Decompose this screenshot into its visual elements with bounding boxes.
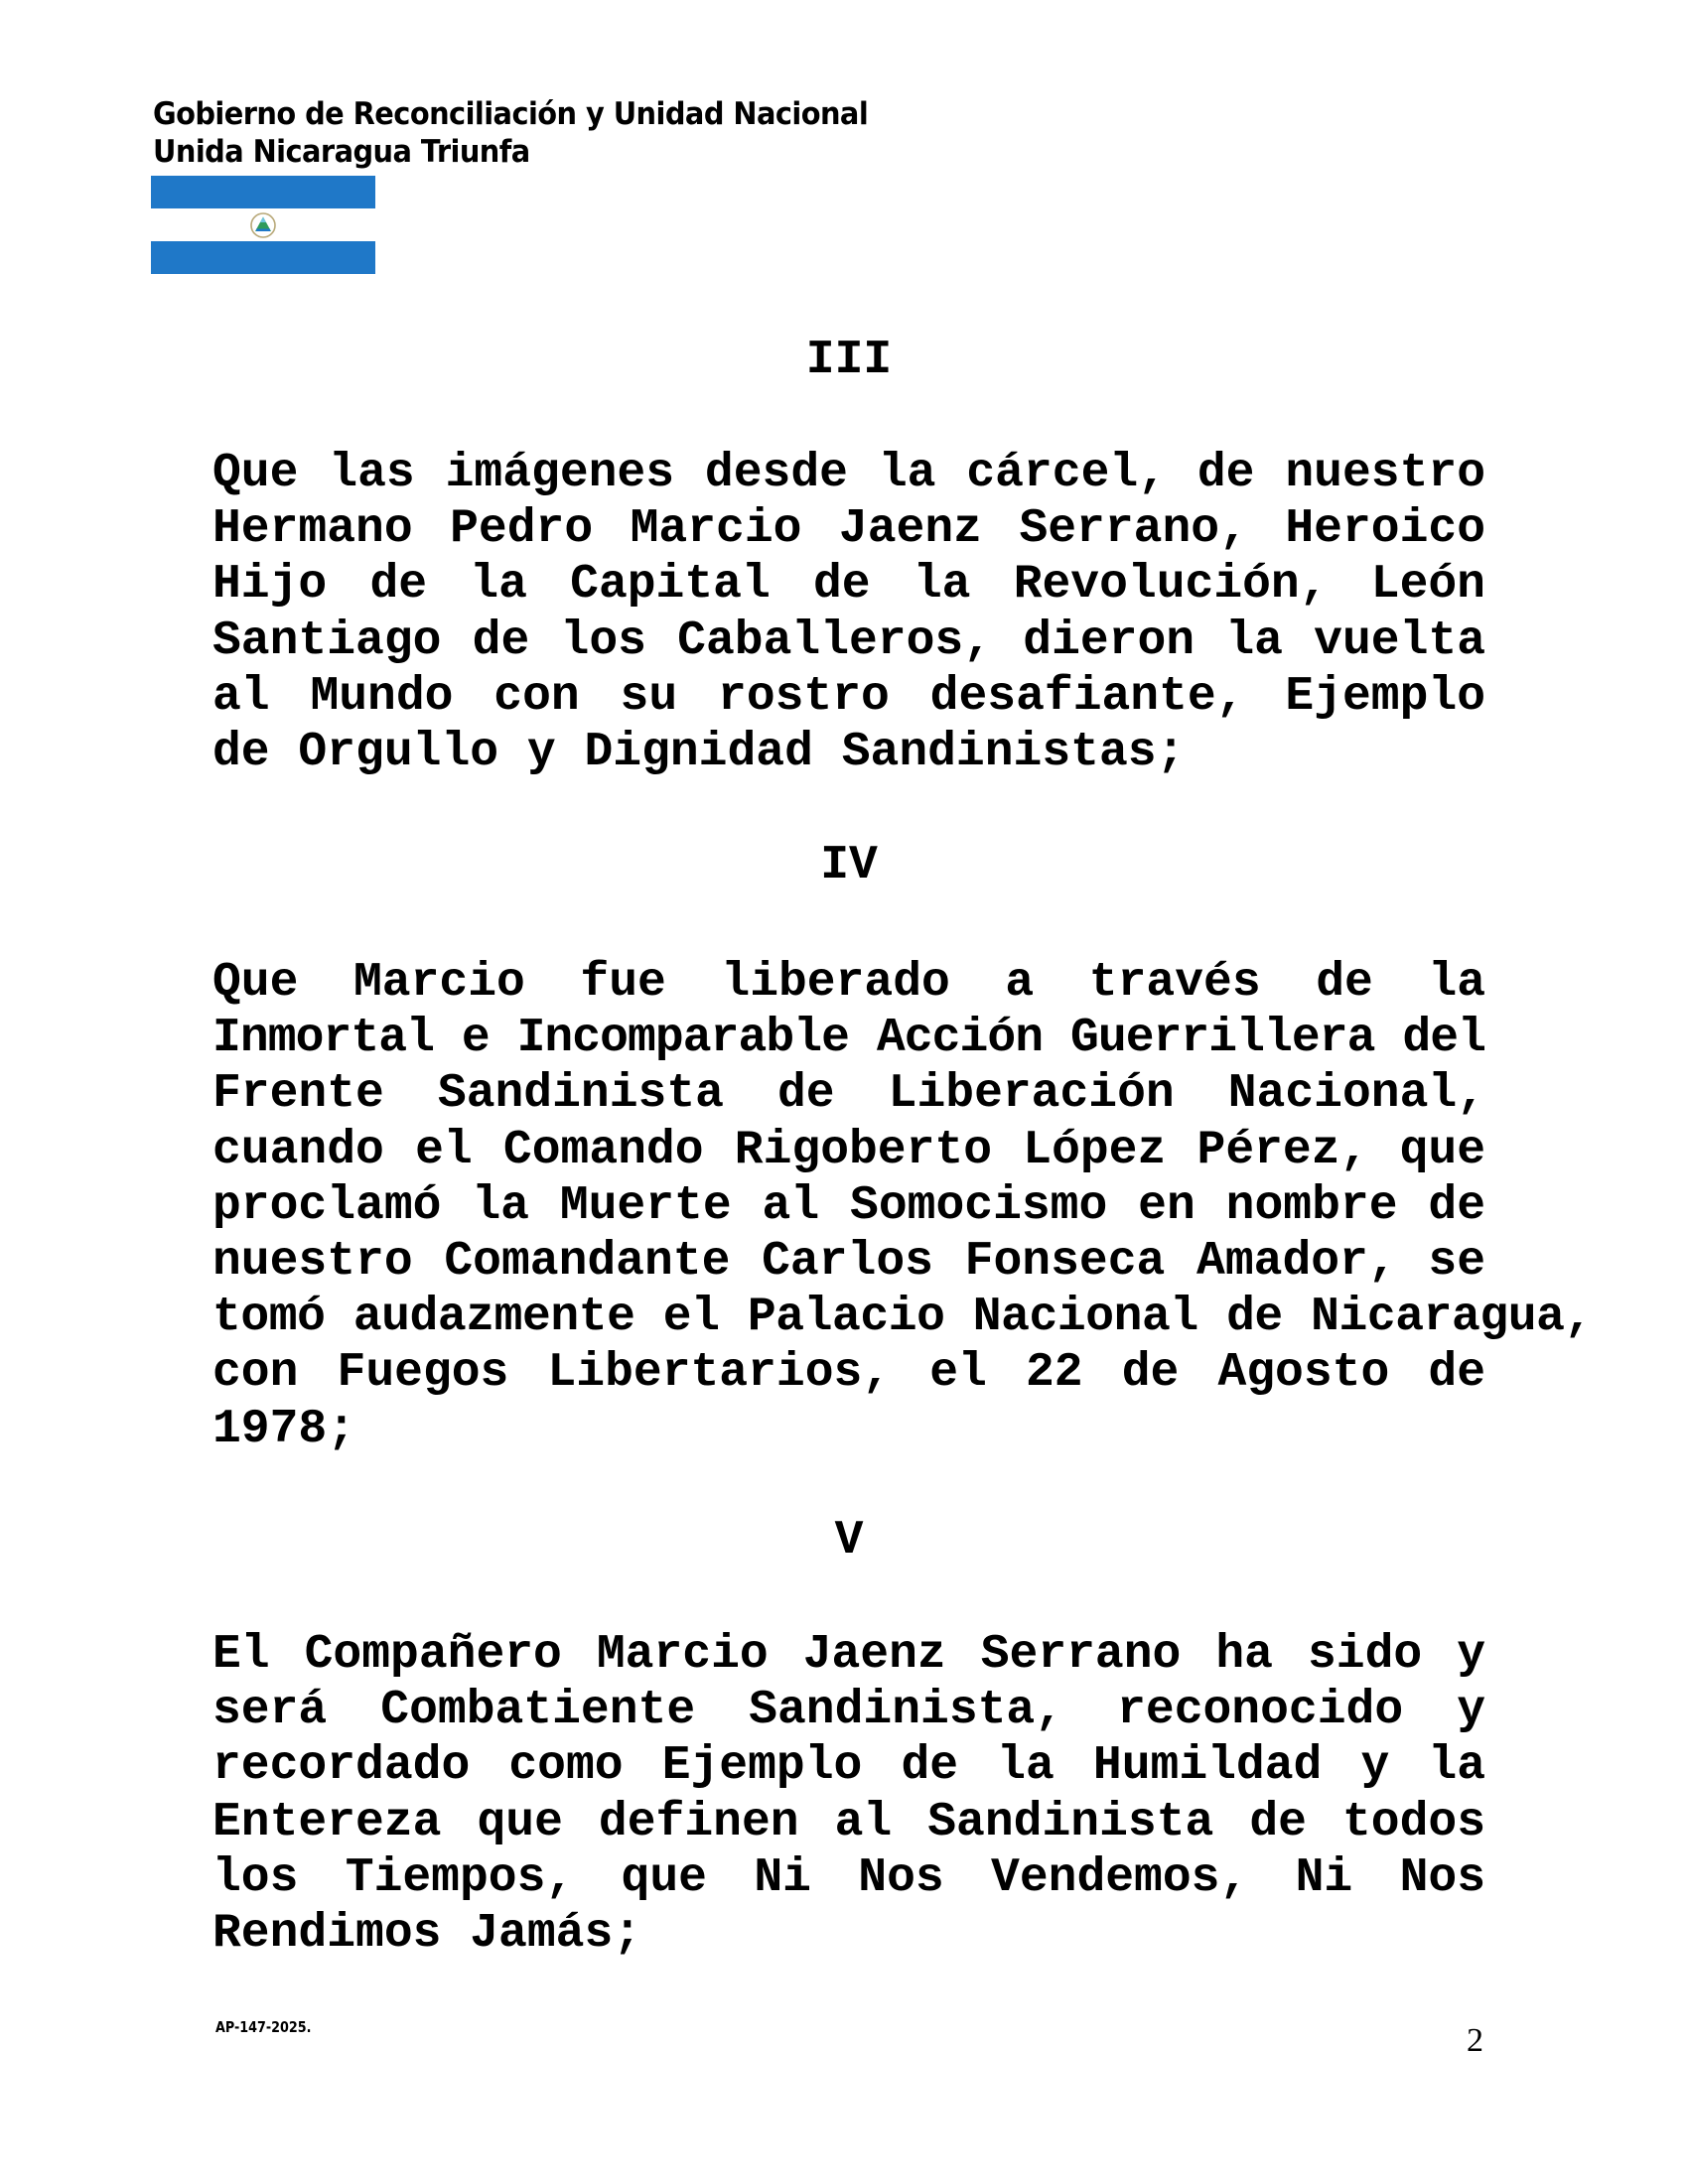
paragraph-line: Inmortal e Incomparable Acción Guerrillera del bbox=[212, 1012, 1486, 1066]
coat-of-arms-icon bbox=[249, 211, 277, 239]
page-number: 2 bbox=[1467, 2022, 1483, 2059]
section-heading-v: V bbox=[834, 1514, 864, 1568]
paragraph-line: tomó audazmente el Palacio Nacional de Nicaragua, bbox=[212, 1291, 1593, 1345]
section-heading-iii: III bbox=[805, 334, 893, 387]
flag-blue-stripe-top bbox=[151, 176, 375, 208]
paragraph-line: 1978; bbox=[212, 1402, 356, 1456]
document-id: AP-147-2025. bbox=[215, 2018, 312, 2036]
paragraph-line: Hijo de la Capital de la Revolución, León bbox=[212, 558, 1485, 613]
paragraph-line: Que las imágenes desde la cárcel, de nuestro bbox=[212, 447, 1485, 500]
paragraph-line: Santiago de los Caballeros, dieron la vuelta bbox=[212, 614, 1485, 668]
paragraph-line: Entereza que definen al Sandinista de todos bbox=[212, 1795, 1485, 1849]
paragraph-line: Hermano Pedro Marcio Jaenz Serrano, Heroico bbox=[212, 502, 1485, 557]
section-heading-iv: IV bbox=[820, 839, 878, 892]
paragraph-line: proclamó la Muerte al Somocismo en nombre de bbox=[212, 1178, 1485, 1233]
paragraph-line: cuando el Comando Rigoberto López Pérez, que bbox=[212, 1123, 1485, 1177]
paragraph-line: con Fuegos Libertarios, el 22 de Agosto de bbox=[212, 1346, 1485, 1401]
section-paragraph-iv bbox=[212, 955, 1593, 1457]
paragraph-line: Rendimos Jamás; bbox=[212, 1906, 642, 1961]
paragraph-line: nuestro Comandante Carlos Fonseca Amador, se bbox=[212, 1234, 1485, 1289]
paragraph-line: de Orgullo y Dignidad Sandinistas; bbox=[212, 725, 1186, 779]
government-slogan: Unida Nicaragua Triunfa bbox=[153, 134, 530, 170]
section-paragraph-v bbox=[212, 1627, 1485, 1962]
paragraph-line: al Mundo con su rostro desafiante, Ejemplo bbox=[212, 669, 1485, 724]
flag-blue-stripe-bottom bbox=[151, 241, 375, 274]
paragraph-line: será Combatiente Sandinista, reconocido y bbox=[212, 1684, 1485, 1738]
section-paragraph-iii bbox=[212, 446, 1485, 780]
paragraph-line: Frente Sandinista de Liberación Nacional, bbox=[212, 1067, 1485, 1122]
paragraph-line: recordado como Ejemplo de la Humildad y la bbox=[212, 1739, 1485, 1794]
government-title: Gobierno de Reconciliación y Unidad Nacional bbox=[153, 96, 869, 132]
paragraph-line: los Tiempos, que Ni Nos Vendemos, Ni Nos bbox=[212, 1850, 1485, 1905]
paragraph-line: El Compañero Marcio Jaenz Serrano ha sido y bbox=[212, 1628, 1485, 1682]
paragraph-line: Que Marcio fue liberado a través de la bbox=[212, 956, 1485, 1010]
nicaragua-flag-icon bbox=[151, 176, 375, 274]
